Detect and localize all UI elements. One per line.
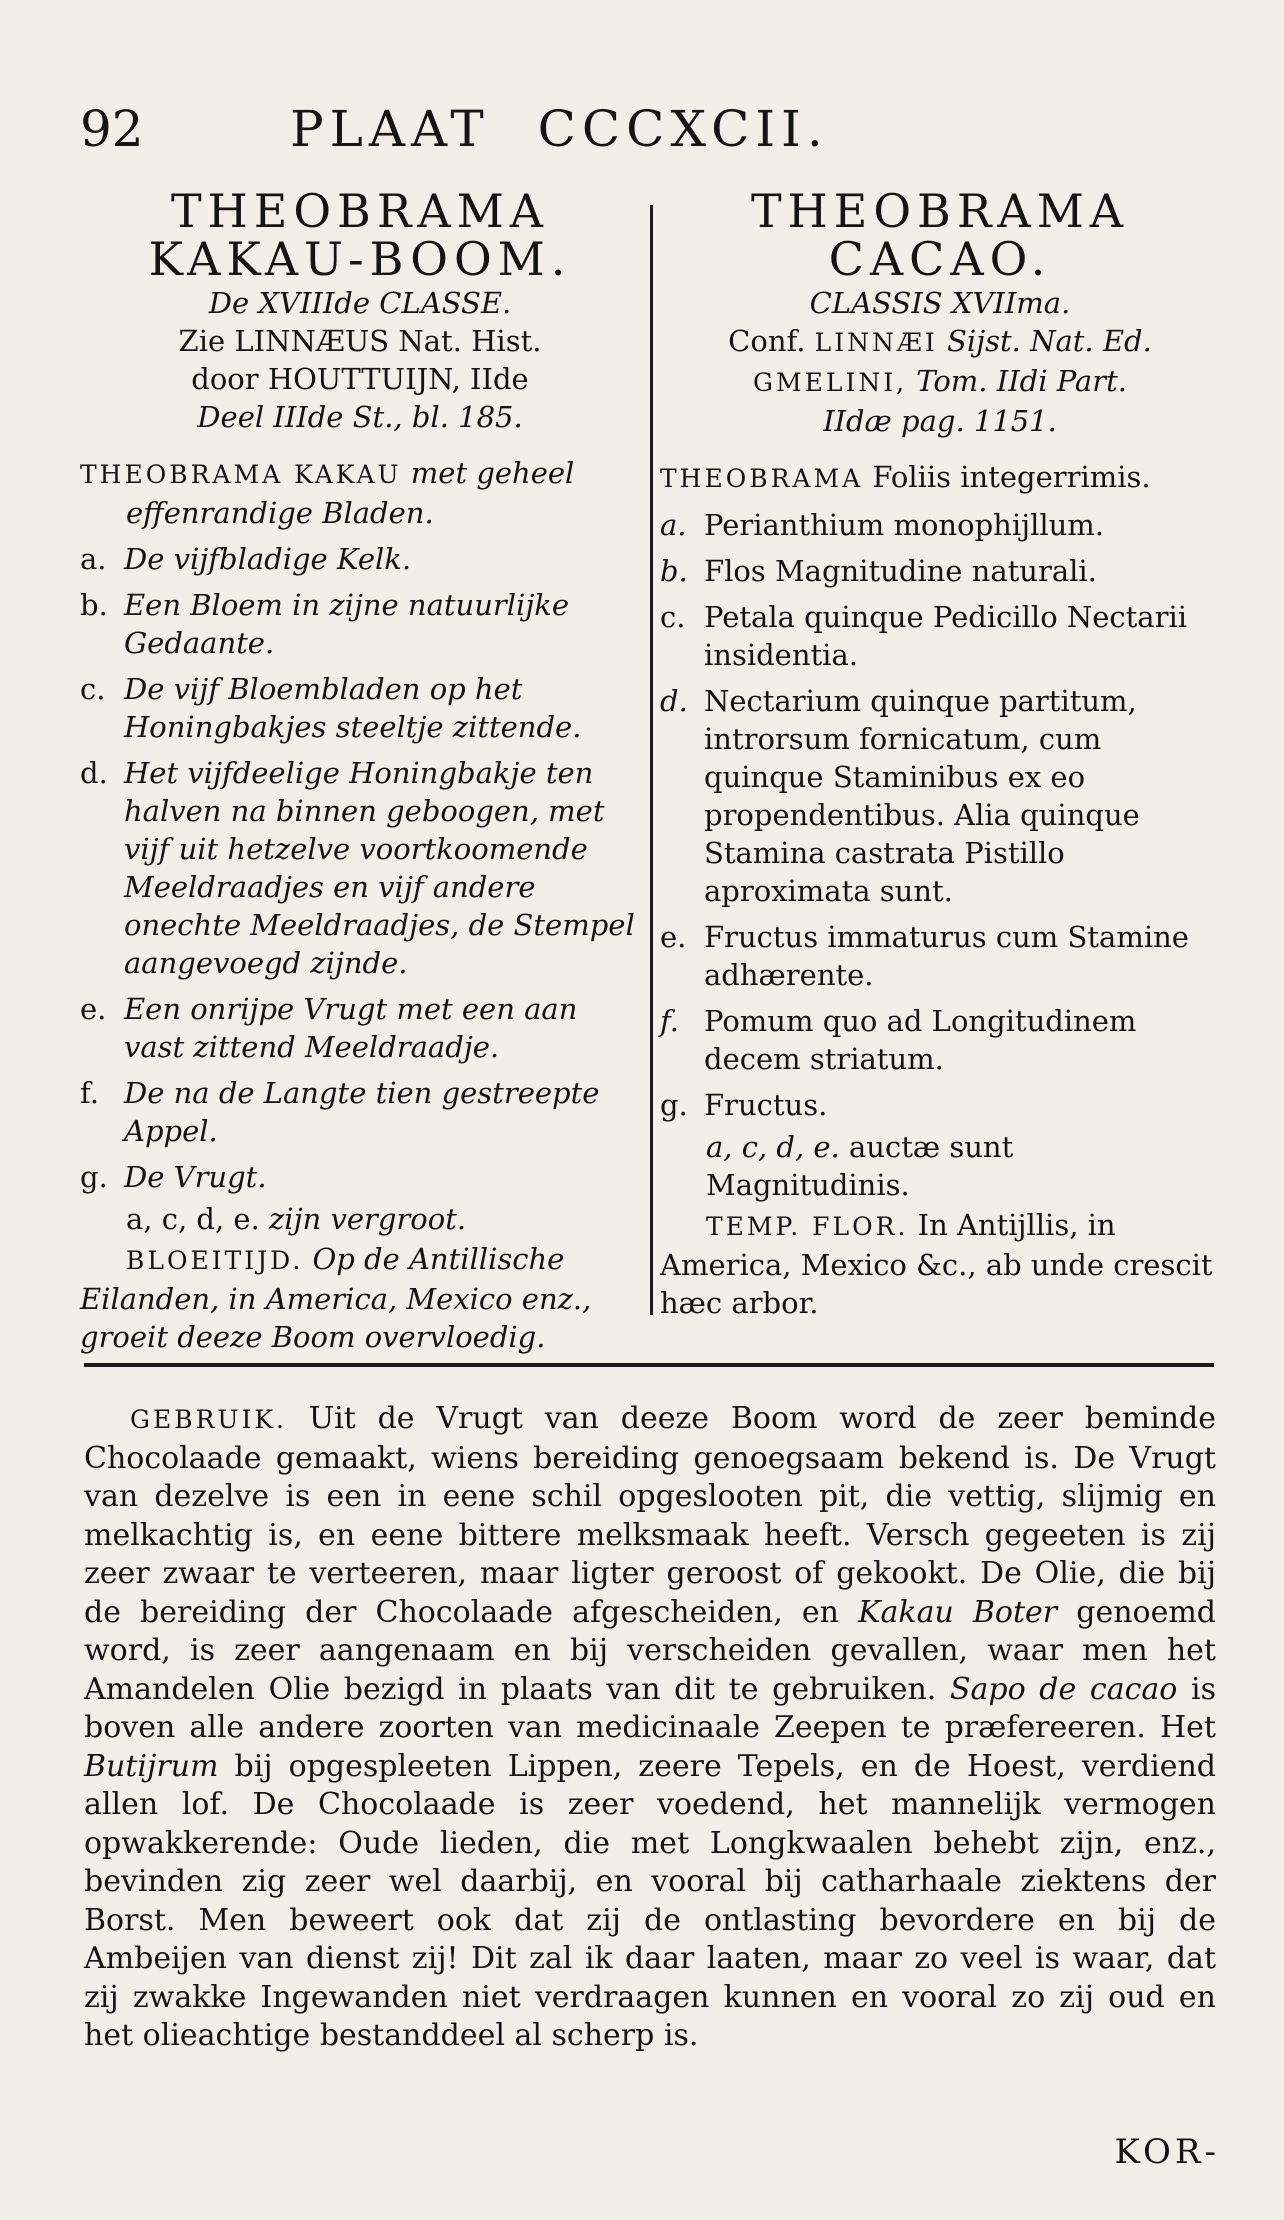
species-description	[660, 458, 1220, 498]
legend-item	[80, 1074, 640, 1150]
legend-item	[80, 670, 640, 746]
legend-label: e.	[80, 992, 107, 1026]
description-name: THEOBRAMA KAKAU	[80, 460, 402, 489]
legend-text: Het vijfdeelige Honingbakje ten halven na binnen geboogen, met vijf uit hetzelve voortkoomende Meeldraadjes en vijf andere onechte Meeldraadjes, de Stempel aangevoegd zijnde.	[124, 756, 635, 980]
legend-label: c.	[80, 672, 106, 706]
enlarged-letters: a, c, d, e.	[126, 1202, 260, 1236]
flowering-text: In Antijllis, in America, Mexico &c., ab unde crescit hæc arbor.	[660, 1208, 1213, 1320]
legend-label: c.	[660, 600, 686, 634]
flowering-note	[660, 1206, 1220, 1322]
legend-text: De Vrugt.	[124, 1160, 267, 1194]
legend-label: e.	[660, 920, 687, 954]
reference-prefix: Conf.	[728, 324, 806, 358]
species-name: KAKAU-BOOM.	[148, 232, 572, 286]
legend-item	[80, 754, 640, 982]
reference-work: Sijst. Nat. Ed.	[947, 324, 1152, 358]
legend-text: Pomum quo ad Longitudinem decem striatum.	[704, 1004, 1137, 1076]
description-name: THEOBRAMA	[660, 464, 864, 493]
plate-number: CCCXCII.	[537, 100, 829, 158]
usage-paragraph	[84, 1400, 1216, 2056]
usage-text-1: Uit de Vrugt van deeze Boom word de zeer beminde Chocolaade gemaakt, wiens bereiding genoegsaam bekend is. De Vrugt van dezelve is een in eene schil opgeslooten pit, die vettig, slijmig en melkachtig is, en eene bittere melksmaak heeft. Versch gegeeten is zij zeer zwaar te verteeren, maar ligter geroost of gekookt. De Olie, die bij de bereiding der Chocolaade afgescheiden, en	[84, 1401, 1216, 1630]
legend-label: a.	[80, 542, 107, 576]
legend-label: b.	[80, 588, 108, 622]
legend-item	[660, 598, 1220, 674]
description-text: met geheel effenrandige Bladen.	[126, 456, 575, 530]
legend-text: Een onrijpe Vrugt met een aan vast zittend Meeldraadje.	[124, 992, 578, 1064]
species-description	[80, 454, 640, 532]
description-text: Foliis integerrimis.	[872, 460, 1151, 494]
legend-text: Fructus.	[704, 1088, 828, 1122]
section-rule	[84, 1363, 1214, 1367]
legend-text: De vijf Bloembladen op het Honingbakjes steeltje zittende.	[124, 672, 582, 744]
legend-text: Perianthium monophijllum.	[704, 508, 1105, 542]
usage-term-2: Sapo de cacao	[949, 1671, 1178, 1707]
legend-text: Petala quinque Pedicillo Nectarii insidentia.	[704, 600, 1188, 672]
reference-line-3: Deel IIIde St., bl. 185.	[197, 400, 523, 434]
reference-line-2: door HOUTTUIJN, IIde	[191, 362, 529, 396]
reference-line-2	[660, 362, 1220, 402]
legend-label: d.	[80, 756, 108, 790]
legend-item	[660, 506, 1220, 544]
legend-item	[660, 682, 1220, 910]
legend-item	[80, 1158, 640, 1196]
column-divider	[650, 205, 653, 1315]
legend-text: De na de Langte tien gestreepte Appel.	[124, 1076, 600, 1148]
usage-text-2: genoemd word, is zeer aangenaam en bij verscheiden gevallen, waar men het Amandelen Olie bezigd in plaats van dit te gebruiken.	[84, 1594, 1216, 1707]
usage-term-3: Butijrum	[84, 1748, 219, 1784]
enlarged-note	[660, 1128, 1220, 1204]
class-line: CLASSIS XVIIma.	[809, 286, 1071, 320]
legend-label: g.	[80, 1160, 108, 1194]
legend-item	[80, 540, 640, 578]
page-number: 92	[80, 100, 144, 158]
reference-line-1: Zie LINNÆUS Nat. Hist.	[178, 324, 542, 358]
legend-text: De vijfbladige Kelk.	[124, 542, 412, 576]
legend-label: d.	[660, 684, 688, 718]
latin-column	[660, 184, 1220, 1322]
flowering-note	[80, 1240, 640, 1356]
catchword: KOR-	[1114, 2132, 1220, 2172]
legend-label: g.	[660, 1088, 688, 1122]
flowering-label: TEMP. FLOR.	[706, 1212, 909, 1241]
usage-text-4: bij opgespleeten Lippen, zeere Tepels, en de Hoest, verdiend allen lof. De Chocolaade is zeer voedend, het mannelijk vermogen opwakkerende: Oude lieden, die met Longkwaalen behebt zijn, enz., bevinden zig zeer wel daarbij, en vooral bij catharhaale ziektens der Borst. Men beweert ook dat zij de ontlasting bevordere en bij de Ambeijen van dienst zij! Dit zal ik daar laaten, maar zo veel is waar, dat zij zwakke Ingewanden niet verdraagen kunnen en vooral zo zij oud en het olieachtige bestanddeel al scherp is.	[84, 1748, 1216, 2053]
usage-term-1: Kakau Boter	[858, 1594, 1058, 1630]
plate-title	[290, 100, 829, 158]
reference-line-1	[660, 322, 1220, 362]
enlarged-note	[80, 1200, 640, 1238]
legend-item	[660, 552, 1220, 590]
legend-label: a.	[660, 508, 687, 542]
legend-text: Fructus immaturus cum Stamine adhærente.	[704, 920, 1189, 992]
legend-text: Flos Magnitudine naturali.	[704, 554, 1097, 588]
legend-item	[660, 918, 1220, 994]
class-line: De XVIIIde CLASSE.	[208, 286, 512, 320]
figure-legend	[660, 506, 1220, 1124]
legend-label: f.	[80, 1076, 99, 1110]
flowering-label: BLOEITIJD.	[126, 1246, 304, 1275]
usage-label: GEBRUIK.	[130, 1405, 287, 1434]
legend-label: b.	[660, 554, 688, 588]
legend-item	[660, 1002, 1220, 1078]
usage-text-3: is boven alle andere zoorten van medicinaale Zeepen te præfereeren. Het	[84, 1671, 1216, 1745]
plate-word: PLAAT	[290, 100, 490, 158]
reference-editor: GMELINI,	[753, 368, 908, 397]
reference-volume: Tom. IIdi Part.	[916, 364, 1127, 398]
genus-name: THEOBRAMA	[170, 184, 550, 238]
enlarged-letters: a, c, d, e.	[706, 1130, 840, 1164]
legend-item	[660, 1086, 1220, 1124]
figure-legend	[80, 540, 640, 1196]
legend-label: f.	[660, 1004, 679, 1038]
reference-author: LINNÆI	[814, 328, 938, 357]
species-name: CACAO.	[828, 232, 1052, 286]
legend-text: Nectarium quinque partitum, introrsum fornicatum, cum quinque Staminibus ex eo propendentibus. Alia quinque Stamina castrata Pistillo aproximata sunt.	[704, 684, 1140, 908]
legend-item	[80, 990, 640, 1066]
dutch-column	[80, 184, 640, 1356]
reference-line-3: IIdæ pag. 1151.	[823, 404, 1057, 438]
enlarged-text: zijn vergroot.	[269, 1202, 467, 1236]
flowering-text: Op de Antillische Eilanden, in America, Mexico enz., groeit deeze Boom overvloedig.	[80, 1242, 592, 1354]
legend-item	[80, 586, 640, 662]
enlarged-text: auctæ sunt Magnitudinis.	[706, 1130, 1014, 1202]
legend-text: Een Bloem in zijne natuurlijke Gedaante.	[124, 588, 570, 660]
genus-name: THEOBRAMA	[750, 184, 1130, 238]
